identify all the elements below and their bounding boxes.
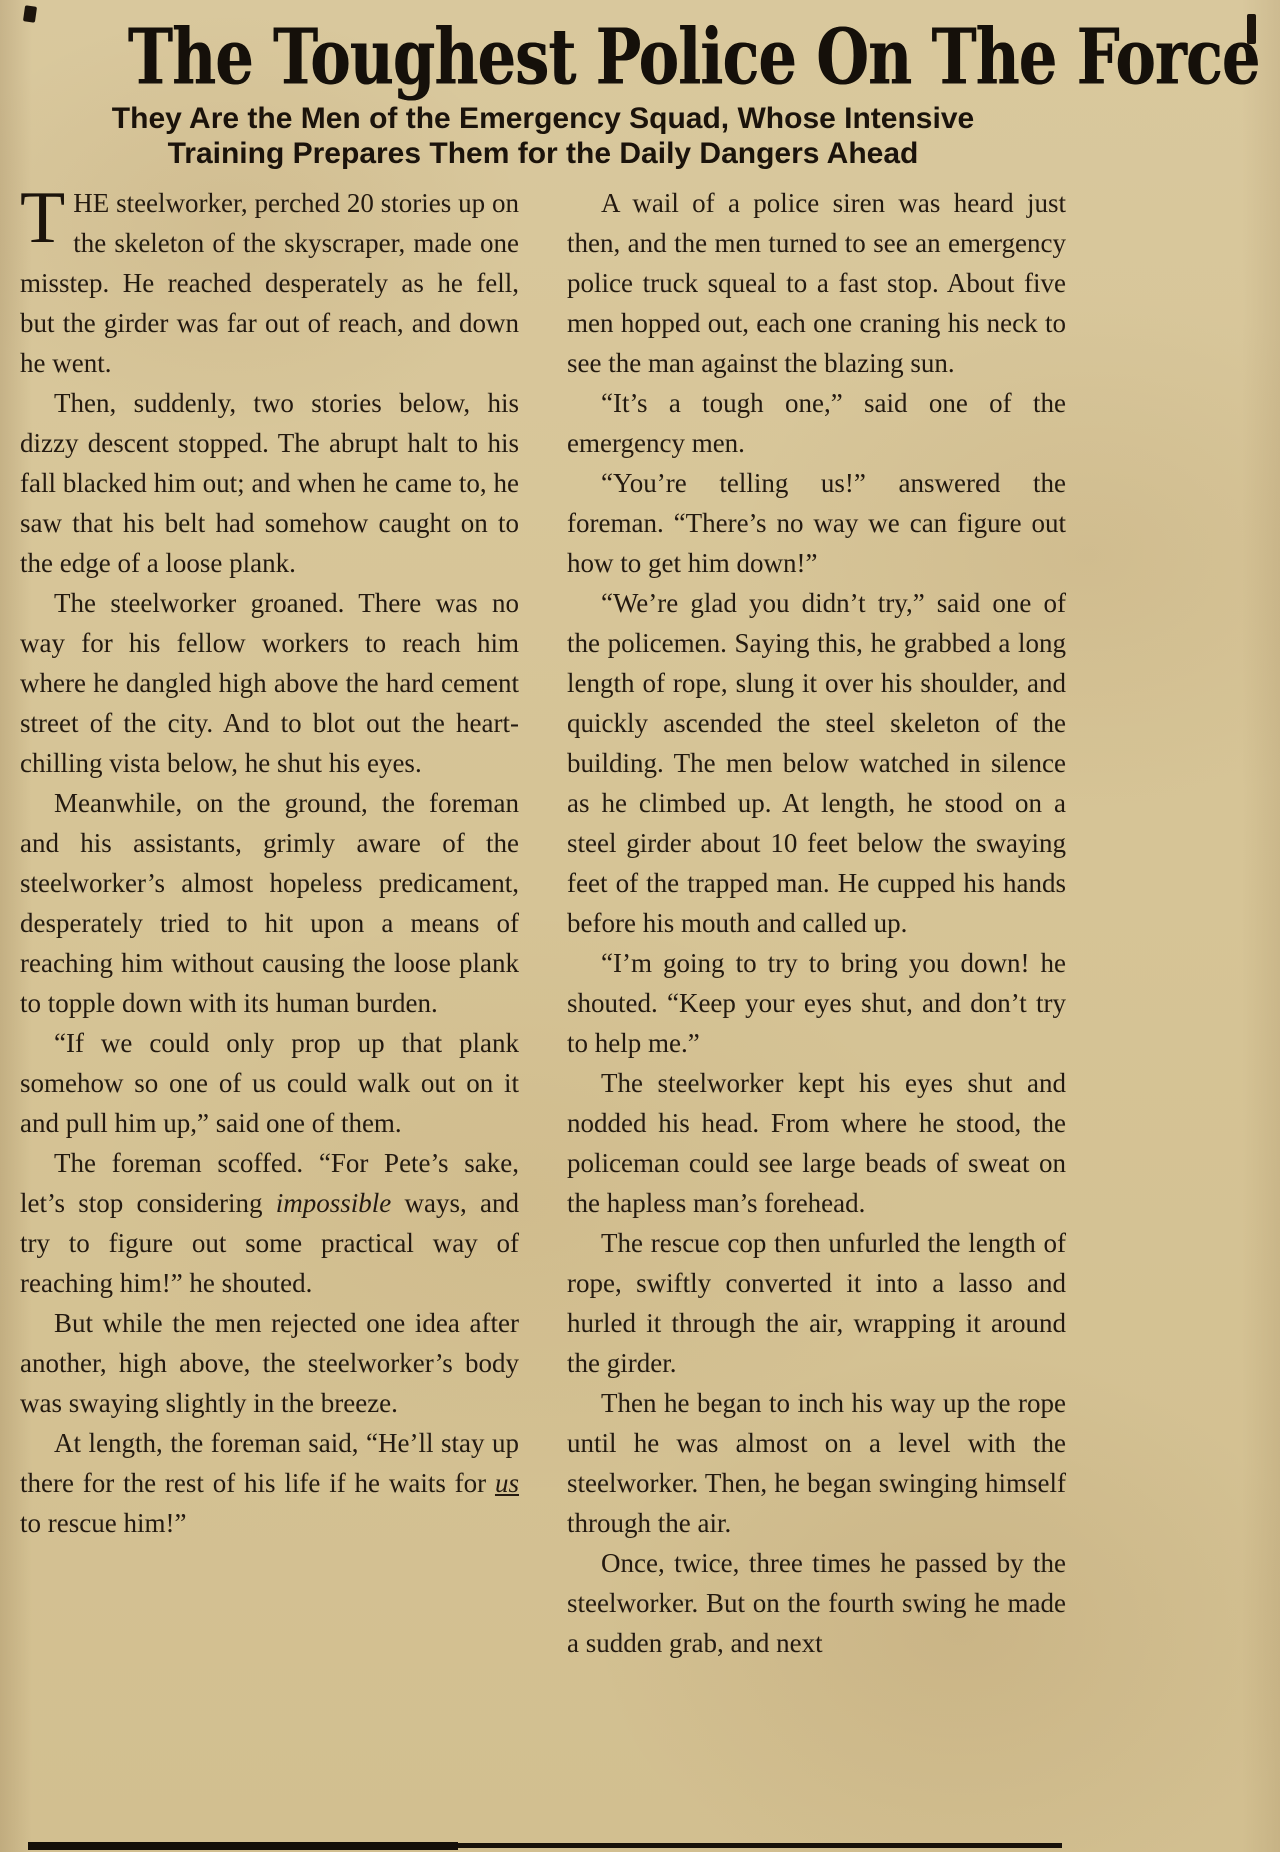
story-subtitle — [20, 101, 1066, 171]
subtitle-line-1: They Are the Men of the Emergency Squad, Whose Intensive — [111, 102, 975, 135]
story-paragraph — [567, 943, 1066, 1063]
story-text: “It’s a tough one,” said one of the emergency men. — [567, 388, 1066, 458]
story-text: A wail of a police siren was heard just then, and the men turned to see an emergency police truck squeal to a fast stop. About five men hopped out, each one craning his neck to see the man against the blazing sun. — [567, 188, 1066, 378]
story-text: “I’m going to try to bring you down! he shouted. “Keep your eyes shut, and don’t try to help me.” — [567, 948, 1066, 1058]
panel-border-bottom-left — [28, 1842, 458, 1850]
emphasized-word: us — [494, 1468, 519, 1498]
story-paragraph — [20, 783, 519, 1023]
title-row — [20, 11, 1260, 102]
story-title: The Toughest Police On The Force — [127, 11, 1260, 102]
story-text: At length, the foreman said, “He’ll stay up there for the rest of his life if he waits for — [20, 1428, 519, 1498]
story-paragraph — [567, 1383, 1066, 1543]
story-text: The steelworker kept his eyes shut and nodded his head. From where he stood, the policeman could see large beads of sweat on the hapless man’s forehead. — [567, 1068, 1066, 1218]
story-text: The rescue cop then unfurled the length of rope, swiftly converted it into a lasso and hurled it through the air, wrapping it around the girder. — [567, 1228, 1066, 1378]
story-text: “We’re glad you didn’t try,” said one of the policemen. Saying this, he grabbed a long length of rope, slung it over his shoulder, and quickly ascended the steel skeleton of the building. The men below watched in silence as he climbed up. At length, he stood on a steel girder about 10 feet below the swaying feet of the trapped man. He cupped his hands before his mouth and called up. — [567, 588, 1066, 938]
story-paragraph — [20, 1023, 519, 1143]
story-text: The steelworker groaned. There was no way for his fellow workers to reach him where he dangled high above the hard cement street of the city. And to blot out the heart-chilling vista below, he shut his eyes. — [20, 588, 519, 778]
story-paragraph — [20, 177, 519, 383]
story-paragraph — [567, 463, 1066, 583]
story-paragraph — [20, 1303, 519, 1423]
subtitle-line-2: Training Prepares Them for the Daily Dangers Ahead — [167, 137, 919, 170]
story-paragraph — [567, 1223, 1066, 1383]
story-text: Then he began to inch his way up the rope until he was almost on a level with the steelworker. Then, he began swinging himself through the air. — [567, 1388, 1066, 1538]
story-column-right — [567, 183, 1066, 1663]
story-paragraph — [20, 1143, 519, 1303]
story-paragraph — [20, 383, 519, 583]
story-text: But while the men rejected one idea after another, high above, the steelworker’s body was swaying slightly in the breeze. — [20, 1308, 519, 1418]
story-text: “If we could only prop up that plank somehow so one of us could walk out on it and pull him up,” said one of them. — [20, 1028, 519, 1138]
story-paragraph — [20, 583, 519, 783]
story-text: “You’re telling us!” answered the foreman. “There’s no way we can figure out how to get him down!” — [567, 468, 1066, 578]
story-column-left — [20, 177, 519, 1663]
story-columns — [20, 177, 1066, 1663]
drop-cap: T — [20, 177, 66, 259]
story-paragraph — [20, 1423, 519, 1543]
page-content — [20, 0, 1260, 1663]
story-paragraph — [567, 383, 1066, 463]
story-paragraph — [567, 1063, 1066, 1223]
story-text: Once, twice, three times he passed by the steelworker. But on the fourth swing he made a sudden grab, and next — [567, 1548, 1066, 1658]
story-text: Then, suddenly, two stories below, his dizzy descent stopped. The abrupt halt to his fall blacked him out; and when he came to, he saw that his belt had somehow caught on to the edge of a loose plank. — [20, 388, 519, 578]
story-paragraph — [567, 183, 1066, 383]
emphasized-word: impossible — [275, 1188, 392, 1218]
story-text: The foreman scoffed. “For Pete’s sake, let’s stop considering — [20, 1148, 519, 1218]
story-text: ways, and try to figure out some practical way of reaching him!” he shouted. — [20, 1188, 519, 1298]
story-paragraph — [567, 1543, 1066, 1663]
story-text: to rescue him!” — [20, 1508, 187, 1538]
story-text: HE steelworker, perched 20 stories up on the skeleton of the skyscraper, made one misstep. He reached desperately as he fell, but the girder was far out of reach, and down he went. — [20, 188, 519, 378]
story-text: Meanwhile, on the ground, the foreman and his assistants, grimly aware of the steelworker’s almost hopeless predicament, desperately tried to hit upon a means of reaching him without causing the loose plank to topple down with its human burden. — [20, 788, 519, 1018]
story-paragraph — [567, 583, 1066, 943]
